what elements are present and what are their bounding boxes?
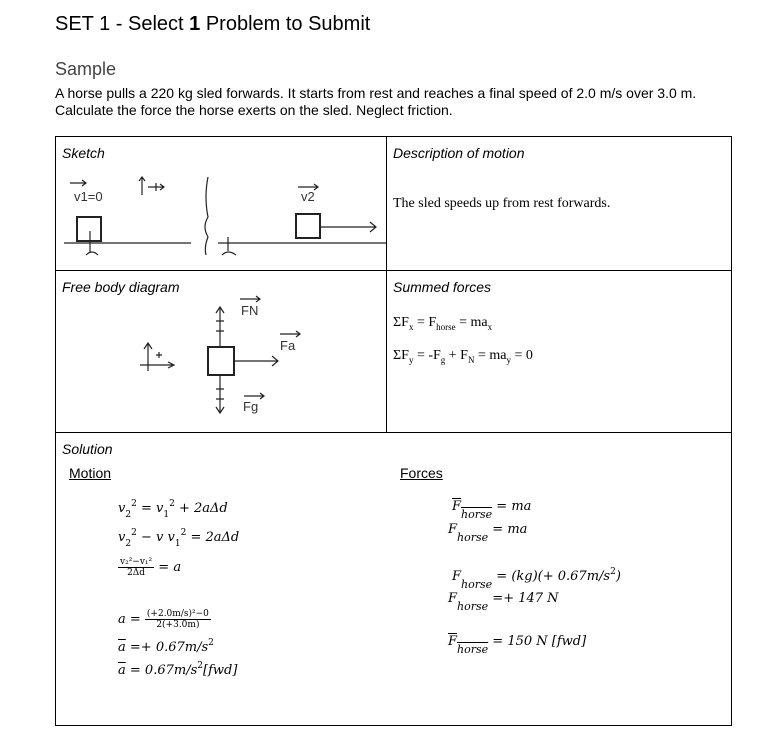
force-eq-2: $F_{horse}$ = ma — [448, 522, 528, 544]
motion-eq-1: $v_2^2 = v_1^2 + 2a\Delta d$ — [118, 499, 228, 520]
motion-eq-6: $\overline{a} = 0.67m/s^2[fwd]$ — [118, 661, 238, 678]
v1-label: v1=0 — [74, 189, 103, 204]
fa-label: Fa — [280, 338, 296, 353]
fbd-label: Free body diagram — [62, 279, 180, 295]
force-eq-1: $F_{horse}$ = ma — [452, 499, 532, 521]
description-text: The sled speeds up from rest forwards. — [393, 196, 611, 211]
solution-label: Solution — [62, 441, 113, 457]
motion-eq-5: $\overline{a} =+ 0.67m/s^2$ — [118, 638, 214, 655]
title-bold-number: 1 — [189, 13, 201, 35]
fn-label: FN — [241, 303, 259, 318]
motion-heading: Motion — [69, 465, 112, 481]
title-text: SET 1 - Select — [55, 13, 190, 35]
forces-heading: Forces — [400, 465, 443, 481]
summed-label: Summed forces — [393, 279, 492, 295]
applied-force-arrow — [234, 356, 278, 366]
force-eq-4: $F_{horse} =+ 147$ N — [448, 591, 559, 613]
sum-y-equation: $\Sigma F_y = -F_g + F_N = ma_y = 0$ — [393, 348, 533, 365]
gravity-arrow — [216, 375, 224, 413]
page-title — [55, 13, 370, 36]
free-body-diagram — [56, 137, 386, 433]
object-box — [208, 347, 234, 375]
normal-force-arrow — [216, 307, 224, 347]
sample-heading: Sample — [55, 59, 117, 79]
fn-vector-arrow — [240, 296, 260, 302]
v2-label: v2 — [301, 189, 315, 204]
sum-x-equation: $\Sigma F_x = F_{horse} = ma_x$ — [393, 315, 493, 332]
fg-vector-arrow — [244, 393, 264, 399]
fg-label: Fg — [243, 399, 259, 414]
problem-text: A horse pulls a 220 kg sled forwards. It starts from rest and reaches a final speed of 2.0 m/s over 3.0 m. Calculate the force the horse exerts on the sled. Neglect friction. — [55, 85, 697, 118]
title-text-end: Problem to Submit — [200, 13, 371, 35]
sketch-label: Sketch — [62, 145, 105, 161]
description-label: Description of motion — [393, 145, 525, 161]
column-divider — [386, 137, 387, 433]
solution-table — [55, 136, 732, 726]
fa-vector-arrow — [280, 331, 300, 337]
force-eq-3: $F_{horse} = (kg)(+ 0.67m/s^2)$ — [452, 567, 621, 591]
motion-eq-3: $\frac{\text{v₂²−v₁²}}{2\Delta d}$ = a — [120, 557, 182, 578]
motion-eq-2: $v_2^2 - v$ $v_1^2 = 2a\Delta d$ — [118, 528, 240, 549]
force-eq-5: $F_{horse} = 150$ N [fwd] — [448, 634, 587, 656]
positive-direction-sign — [140, 343, 174, 371]
motion-eq-4: a = $\frac{\text{(+2.0m/s)²−0}}{2(+3.0m)}$ — [118, 609, 209, 630]
